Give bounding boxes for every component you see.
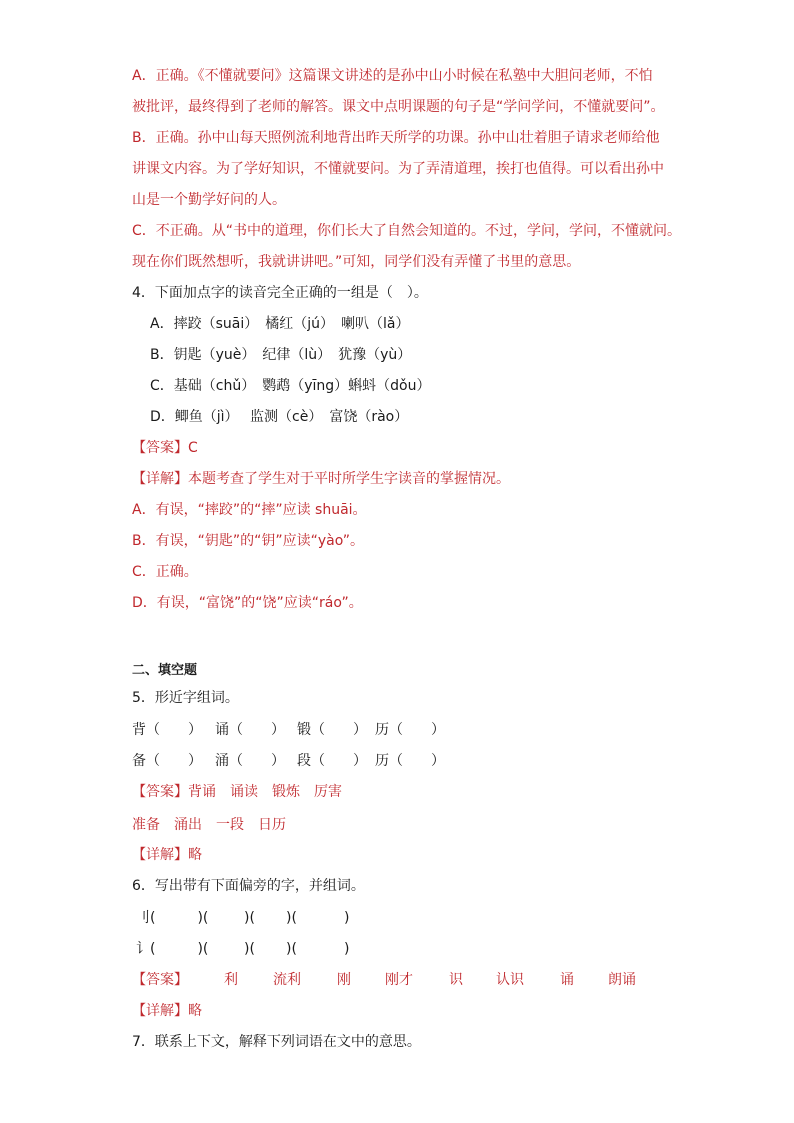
q5-blank: 备（ ） xyxy=(132,753,202,769)
answer-tag: 【答案】 xyxy=(132,440,188,456)
q6-answer-item: 朗诵 xyxy=(608,972,636,988)
q4-option-b: B．钥匙（yuè） 纪律（lù） 犹豫（yù） xyxy=(150,347,412,363)
q5-blank: 段（ ） xyxy=(297,753,367,769)
section-title: 二、填空题 xyxy=(132,663,198,678)
q6-blank: ) xyxy=(344,941,350,957)
q6-answer-item: 刚 xyxy=(337,972,351,988)
explanation-line: C．不正确。从“书中的道理，你们长大了自然会知道的。不过，学问，学问，不懂就问。 xyxy=(132,223,682,239)
answer-value: 背诵 诵读 锻炼 厉害 xyxy=(188,784,342,800)
q5-detail xyxy=(132,845,202,865)
q5-blank: 背（ ） xyxy=(132,722,202,738)
q5-blank: 历（ ） xyxy=(375,753,445,769)
q6-answer-item: 利 xyxy=(224,972,238,988)
q4-stem: 4．下面加点字的读音完全正确的一组是（ ）。 xyxy=(132,285,428,301)
q4-analysis-a: A．有误，“摔跤”的“摔”应读 shuāi。 xyxy=(132,502,367,518)
q6-radical-row: 刂( )( xyxy=(136,910,209,926)
q4-option-a: A．摔跤（suāi） 橘红（jú） 喇叭（lǎ） xyxy=(150,316,410,332)
q7-stem: 7．联系上下文，解释下列词语在文中的意思。 xyxy=(132,1034,421,1050)
q4-detail xyxy=(132,469,510,489)
q4-analysis-c: C．正确。 xyxy=(132,564,198,580)
q4-answer xyxy=(132,438,198,458)
q5-blank: 涌（ ） xyxy=(215,753,285,769)
answer-value: C xyxy=(188,440,198,456)
explanation-line: A．正确。《不懂就要问》这篇课文讲述的是孙中山小时候在私塾中大胆问老师，不怕 xyxy=(132,68,653,84)
q6-blank: )( xyxy=(286,941,297,957)
detail-text: 略 xyxy=(188,1003,202,1019)
q6-blank: )( xyxy=(244,910,255,926)
q6-blank: )( xyxy=(244,941,255,957)
explanation-line: B．正确。孙中山每天照例流利地背出昨天所学的功课。孙中山壮着胆子请求老师给他 xyxy=(132,130,660,146)
q6-answer-item: 刚才 xyxy=(385,972,413,988)
q6-answer-item: 诵 xyxy=(560,972,574,988)
q6-blank: )( xyxy=(286,910,297,926)
q6-radical-row: 讠( )( xyxy=(136,941,209,957)
q6-detail xyxy=(132,1001,202,1021)
q5-answer-line2: 准备 涌出 一段 日历 xyxy=(132,817,286,833)
explanation-line: 现在你们既然想听，我就讲讲吧。”可知，同学们没有弄懂了书里的意思。 xyxy=(132,254,581,270)
detail-tag: 【详解】 xyxy=(132,1003,188,1019)
answer-tag: 【答案】 xyxy=(132,972,188,988)
q6-answer-item: 识 xyxy=(449,972,463,988)
explanation-line: 被批评，最终得到了老师的解答。课文中点明课题的句子是“学问学问，不懂就要问”。 xyxy=(132,99,665,115)
q4-analysis-b: B．有误，“钥匙”的“钥”应读“yào”。 xyxy=(132,533,365,549)
q6-blank: ) xyxy=(344,910,350,926)
answer-tag: 【答案】 xyxy=(132,784,188,800)
q6-stem: 6．写出带有下面偏旁的字，并组词。 xyxy=(132,878,365,894)
explanation-line: 山是一个勤学好问的人。 xyxy=(132,192,286,208)
q4-option-d: D．鲫鱼（jì） 监测（cè） 富饶（rào） xyxy=(150,409,409,425)
detail-tag: 【详解】 xyxy=(132,847,188,863)
detail-text: 略 xyxy=(188,847,202,863)
q5-stem: 5．形近字组词。 xyxy=(132,690,239,706)
q5-blank: 历（ ） xyxy=(375,722,445,738)
q4-analysis-d: D．有误，“富饶”的“饶”应读“ráo”。 xyxy=(132,595,363,611)
detail-tag: 【详解】 xyxy=(132,471,188,487)
explanation-line: 讲课文内容。为了学好知识，不懂就要问。为了弄清道理，挨打也值得。可以看出孙中 xyxy=(132,161,664,177)
q5-blank: 锻（ ） xyxy=(297,722,367,738)
detail-text: 本题考查了学生对于平时所学生字读音的掌握情况。 xyxy=(188,471,510,487)
q4-option-c: C．基础（chǔ） 鹦鹉（yīng）蝌蚪（dǒu） xyxy=(150,378,431,394)
q5-blank: 诵（ ） xyxy=(215,722,285,738)
q6-answer-item: 流利 xyxy=(273,972,301,988)
q6-answer-item: 认识 xyxy=(496,972,524,988)
q5-answer xyxy=(132,782,342,802)
